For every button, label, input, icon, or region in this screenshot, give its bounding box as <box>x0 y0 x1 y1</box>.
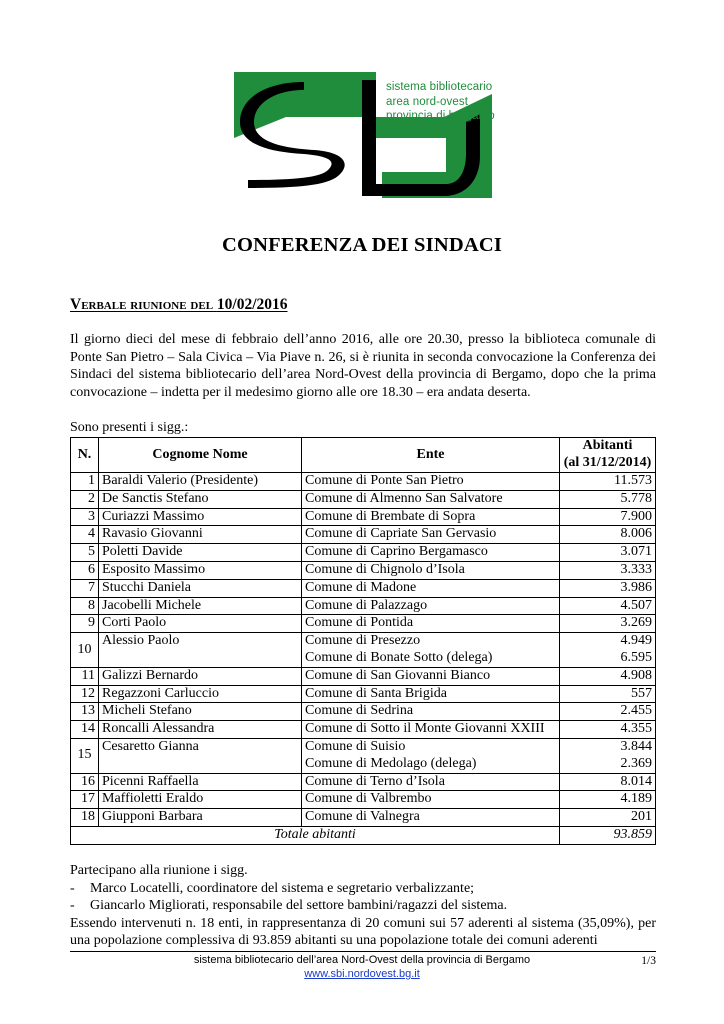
row-ente: Comune di Sotto il Monte Giovanni XXIII <box>302 721 560 739</box>
logo-line-2: area nord-ovest <box>386 95 469 108</box>
row-abitanti: 201 <box>560 809 656 827</box>
footer-link[interactable]: www.sbi.nordovest.bg.it <box>304 968 420 980</box>
partecipano-item <box>70 897 656 915</box>
table-body <box>71 473 656 827</box>
row-ente: Comune di Palazzago <box>302 597 560 615</box>
row-ente: Comune di Suisio <box>302 738 560 755</box>
table-row <box>71 526 656 544</box>
partecipano-item <box>70 880 656 898</box>
row-cognome-nome: Micheli Stefano <box>99 703 302 721</box>
row-number: 5 <box>71 544 99 562</box>
row-ente: Comune di Brembate di Sopra <box>302 508 560 526</box>
row-abitanti: 8.014 <box>560 773 656 791</box>
table-row <box>71 615 656 633</box>
row-abitanti: 4.189 <box>560 791 656 809</box>
table-row <box>71 791 656 809</box>
row-cognome-nome: Baraldi Valerio (Presidente) <box>99 473 302 491</box>
row-ente: Comune di Almenno San Salvatore <box>302 490 560 508</box>
row-cognome-nome: Roncalli Alessandra <box>99 721 302 739</box>
row-number: 8 <box>71 597 99 615</box>
row-number: 12 <box>71 685 99 703</box>
verbale-heading <box>70 296 288 314</box>
row-number: 3 <box>71 508 99 526</box>
row-ente: Comune di Santa Brigida <box>302 685 560 703</box>
row-number: 17 <box>71 791 99 809</box>
list-dash: - <box>70 898 75 914</box>
total-row <box>71 826 656 844</box>
footer-divider <box>70 951 656 952</box>
table-header-row <box>71 438 656 473</box>
partecipano-intro: Partecipano alla riunione i sigg. <box>70 863 248 878</box>
row-ente: Comune di Sedrina <box>302 703 560 721</box>
row-number: 9 <box>71 615 99 633</box>
row-number: 18 <box>71 809 99 827</box>
table-row <box>71 721 656 739</box>
table-row <box>71 473 656 491</box>
row-number: 1 <box>71 473 99 491</box>
row-abitanti: 3.071 <box>560 544 656 562</box>
footer <box>0 953 724 981</box>
row-ente: Comune di Capriate San Gervasio <box>302 526 560 544</box>
table-row <box>71 773 656 791</box>
row-ente: Comune di Caprino Bergamasco <box>302 544 560 562</box>
row-cognome-nome: Cesaretto Gianna <box>99 738 302 773</box>
row-cognome-nome: Corti Paolo <box>99 615 302 633</box>
table-row <box>71 738 656 755</box>
table-row <box>71 561 656 579</box>
row-abitanti: 3.333 <box>560 561 656 579</box>
row-ente: Comune di Valnegra <box>302 809 560 827</box>
row-cognome-nome: Esposito Massimo <box>99 561 302 579</box>
table-row <box>71 703 656 721</box>
header-abitanti <box>560 438 656 473</box>
presenti-label: Sono presenti i sigg.: <box>70 420 189 435</box>
table-row <box>71 508 656 526</box>
row-cognome-nome: Alessio Paolo <box>99 633 302 668</box>
row-abitanti: 2.455 <box>560 703 656 721</box>
row-number: 2 <box>71 490 99 508</box>
partecipano-item-text: Marco Locatelli, coordinatore del sistema e segretario verbalizzante; <box>90 880 475 896</box>
row-number: 7 <box>71 579 99 597</box>
row-ente: Comune di Ponte San Pietro <box>302 473 560 491</box>
row-abitanti: 11.573 <box>560 473 656 491</box>
row-abitanti: 557 <box>560 685 656 703</box>
total-value: 93.859 <box>560 826 656 844</box>
row-number: 13 <box>71 703 99 721</box>
page-number: 1/3 <box>641 955 656 967</box>
table-row <box>71 809 656 827</box>
partecipano-item-text: Giancarlo Migliorati, responsabile del settore bambini/ragazzi del sistema. <box>90 898 508 914</box>
row-abitanti: 2.369 <box>560 756 656 773</box>
logo-line-3: provincia di bergamo <box>386 110 495 122</box>
row-number: 11 <box>71 667 99 685</box>
row-number: 16 <box>71 773 99 791</box>
row-cognome-nome: Curiazzi Massimo <box>99 508 302 526</box>
verbale-date: 10/02/2016 <box>216 296 288 313</box>
document-title: CONFERENZA DEI SINDACI <box>221 234 503 256</box>
row-abitanti: 7.900 <box>560 508 656 526</box>
row-cognome-nome: Poletti Davide <box>99 544 302 562</box>
table-row <box>71 579 656 597</box>
row-abitanti: 6.595 <box>560 650 656 667</box>
table-row <box>71 633 656 650</box>
row-abitanti: 3.986 <box>560 579 656 597</box>
header-abitanti-line2: (al 31/12/2014) <box>563 455 652 470</box>
row-ente: Comune di Chignolo d’Isola <box>302 561 560 579</box>
total-label: Totale abitanti <box>71 826 560 844</box>
row-abitanti: 5.778 <box>560 490 656 508</box>
row-cognome-nome: Regazzoni Carluccio <box>99 685 302 703</box>
row-number: 15 <box>71 738 99 773</box>
row-cognome-nome: Maffioletti Eraldo <box>99 791 302 809</box>
table-row <box>71 490 656 508</box>
verbale-prefix: Verbale riunione del <box>70 296 214 313</box>
logo-text <box>386 80 495 124</box>
row-ente: Comune di Valbrembo <box>302 791 560 809</box>
logo-line-1: sistema bibliotecario <box>386 81 493 93</box>
header-ente: Ente <box>302 438 560 473</box>
row-cognome-nome: Giupponi Barbara <box>99 809 302 827</box>
row-cognome-nome: Jacobelli Michele <box>99 597 302 615</box>
row-abitanti: 4.507 <box>560 597 656 615</box>
row-number: 10 <box>71 633 99 668</box>
row-abitanti: 8.006 <box>560 526 656 544</box>
row-abitanti: 3.844 <box>560 738 656 755</box>
row-ente: Comune di San Giovanni Bianco <box>302 667 560 685</box>
row-number: 14 <box>71 721 99 739</box>
row-ente: Comune di Presezzo <box>302 633 560 650</box>
row-ente: Comune di Pontida <box>302 615 560 633</box>
table-row <box>71 667 656 685</box>
list-dash: - <box>70 880 75 896</box>
row-cognome-nome: Galizzi Bernardo <box>99 667 302 685</box>
header-cognome-nome: Cognome Nome <box>99 438 302 473</box>
header-n: N. <box>71 438 99 473</box>
row-abitanti: 4.908 <box>560 667 656 685</box>
sindaci-table <box>70 437 656 845</box>
row-abitanti: 4.355 <box>560 721 656 739</box>
table-row <box>71 685 656 703</box>
table-row <box>71 544 656 562</box>
row-abitanti: 4.949 <box>560 633 656 650</box>
partecipano-section <box>70 862 656 950</box>
row-number: 4 <box>71 526 99 544</box>
row-cognome-nome: Ravasio Giovanni <box>99 526 302 544</box>
intro-paragraph: Il giorno dieci del mese di febbraio dell’anno 2016, alle ore 20.30, presso la biblioteca comunale di Ponte San Pietro – Sala Civica – Via Piave n. 26, si è riunita in seconda convocazione la Conferenza dei Sindaci del sistema bibliotecario dell’area Nord-Ovest della provincia di Bergamo, dopo che la prima convocazione – indetta per il medesimo giorno alle ore 18.30 – era andata deserta. <box>70 332 656 400</box>
row-cognome-nome: Picenni Raffaella <box>99 773 302 791</box>
closing-paragraph: Essendo intervenuti n. 18 enti, in rappresentanza di 20 comuni sui 57 aderenti al sistema (35,09%), per una popolazione complessiva di 93.859 abitanti su una popolazione totale dei comuni aderenti <box>70 915 656 949</box>
row-abitanti: 3.269 <box>560 615 656 633</box>
row-number: 6 <box>71 561 99 579</box>
row-ente: Comune di Bonate Sotto (delega) <box>302 650 560 667</box>
header-abitanti-line1: Abitanti <box>582 438 633 454</box>
row-ente: Comune di Medolago (delega) <box>302 756 560 773</box>
row-cognome-nome: Stucchi Daniela <box>99 579 302 597</box>
table-row <box>71 597 656 615</box>
footer-text: sistema bibliotecario dell’area Nord-Ovest della provincia di Bergamo <box>193 954 531 966</box>
row-ente: Comune di Terno d’Isola <box>302 773 560 791</box>
row-cognome-nome: De Sanctis Stefano <box>99 490 302 508</box>
row-ente: Comune di Madone <box>302 579 560 597</box>
